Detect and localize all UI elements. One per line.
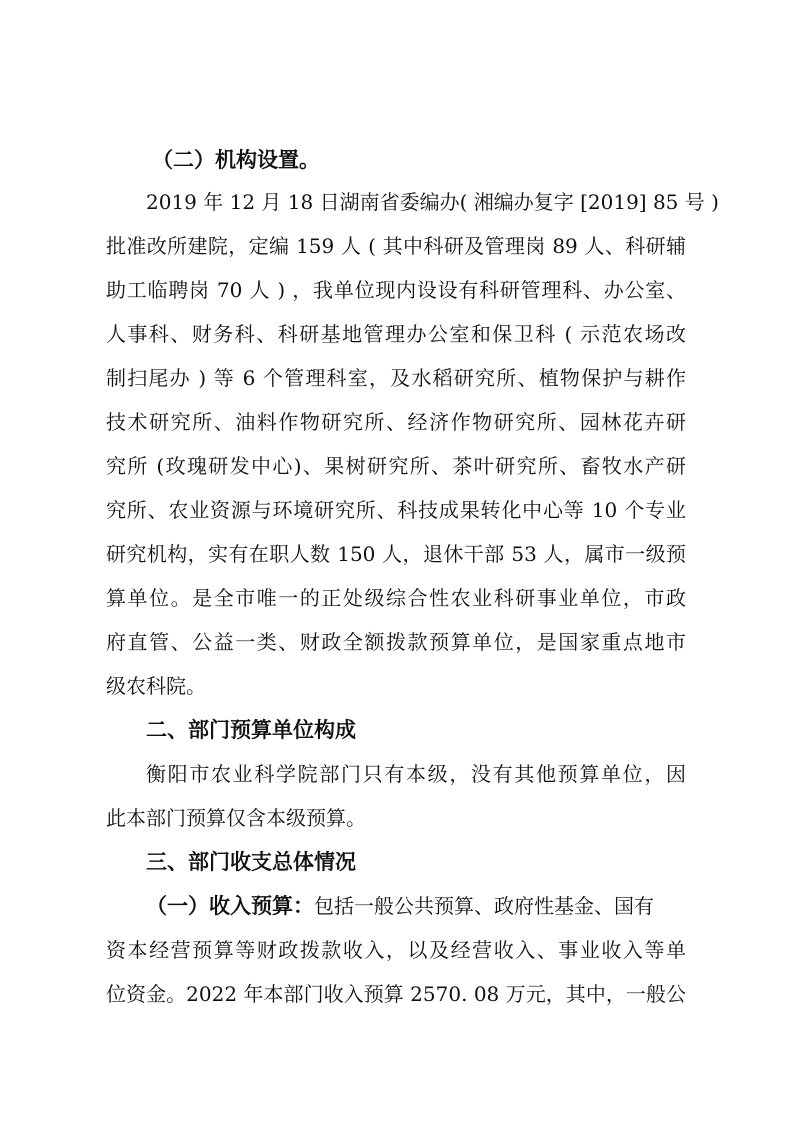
- line-text: 此本部门预算仅含本级预算。: [106, 806, 366, 830]
- line-text: 府直管、公益一类、财政全额拨款预算单位，是国家重点地市: [106, 630, 686, 654]
- line-text: 技术研究所、油料作物研究所、经济作物研究所、园林花卉研: [106, 410, 686, 434]
- paragraph-line: [0, 892, 794, 920]
- paragraph-line: [0, 584, 794, 612]
- paragraph-line: [0, 408, 794, 436]
- line-text: 制扫尾办 ) 等 6 个管理科室，及水稻研究所、植物保护与耕作: [106, 366, 686, 390]
- paragraph-line: [0, 936, 794, 964]
- line-text: 究所 (玫瑰研发中心)、果树研究所、茶叶研究所、畜牧水产研: [106, 454, 686, 478]
- paragraph-line: [0, 320, 794, 348]
- income-budget-text: 包括一般公共预算、政府性基金、国有: [314, 894, 654, 918]
- paragraph-line: [0, 364, 794, 392]
- line-text: 算单位。是全市唯一的正处级综合性农业科研事业单位，市政: [106, 586, 686, 610]
- heading-organization-setup: [0, 146, 794, 174]
- heading-budget-unit-composition: [0, 716, 794, 744]
- line-text: 级农科院。: [106, 674, 206, 698]
- line-text: 2019 年 12 月 18 日湖南省委编办( 湘编办复字 [2019] 85 号 ): [146, 190, 719, 214]
- income-budget-label: （一）收入预算：: [146, 894, 314, 918]
- paragraph-line: [0, 232, 794, 260]
- line-text: 人事科、财务科、科研基地管理办公室和保卫科 ( 示范农场改: [106, 322, 686, 346]
- heading-text: 二、部门预算单位构成: [146, 718, 356, 742]
- line-text: 助工临聘岗 70 人 ) ，我单位现内设设有科研管理科、办公室、: [106, 278, 686, 302]
- paragraph-line: [0, 804, 794, 832]
- paragraph-line: [0, 188, 794, 216]
- paragraph-line: [0, 452, 794, 480]
- paragraph-line: [0, 672, 794, 700]
- line-text: 资本经营预算等财政拨款收入，以及经营收入、事业收入等单: [106, 938, 686, 962]
- paragraph-line: [0, 760, 794, 788]
- paragraph-line: [0, 628, 794, 656]
- heading-text: 三、部门收支总体情况: [146, 850, 356, 874]
- line-text: 位资金。2022 年本部门收入预算 2570. 08 万元，其中，一般公: [106, 982, 686, 1006]
- paragraph-line: [0, 980, 794, 1008]
- line-text: 批准改所建院，定编 159 人 ( 其中科研及管理岗 89 人、科研辅: [106, 234, 686, 258]
- paragraph-line: [0, 540, 794, 568]
- paragraph-line: [0, 276, 794, 304]
- line-text: 研究机构，实有在职人数 150 人，退休干部 53 人，属市一级预: [106, 542, 686, 566]
- line-text: 衡阳市农业科学院部门只有本级，没有其他预算单位，因: [146, 762, 686, 786]
- heading-text: （二）机构设置。: [152, 148, 320, 172]
- paragraph-line: [0, 496, 794, 524]
- line-text: [146, 892, 686, 920]
- line-text: 究所、农业资源与环境研究所、科技成果转化中心等 10 个专业: [106, 498, 686, 522]
- heading-overall-income-expenditure: [0, 848, 794, 876]
